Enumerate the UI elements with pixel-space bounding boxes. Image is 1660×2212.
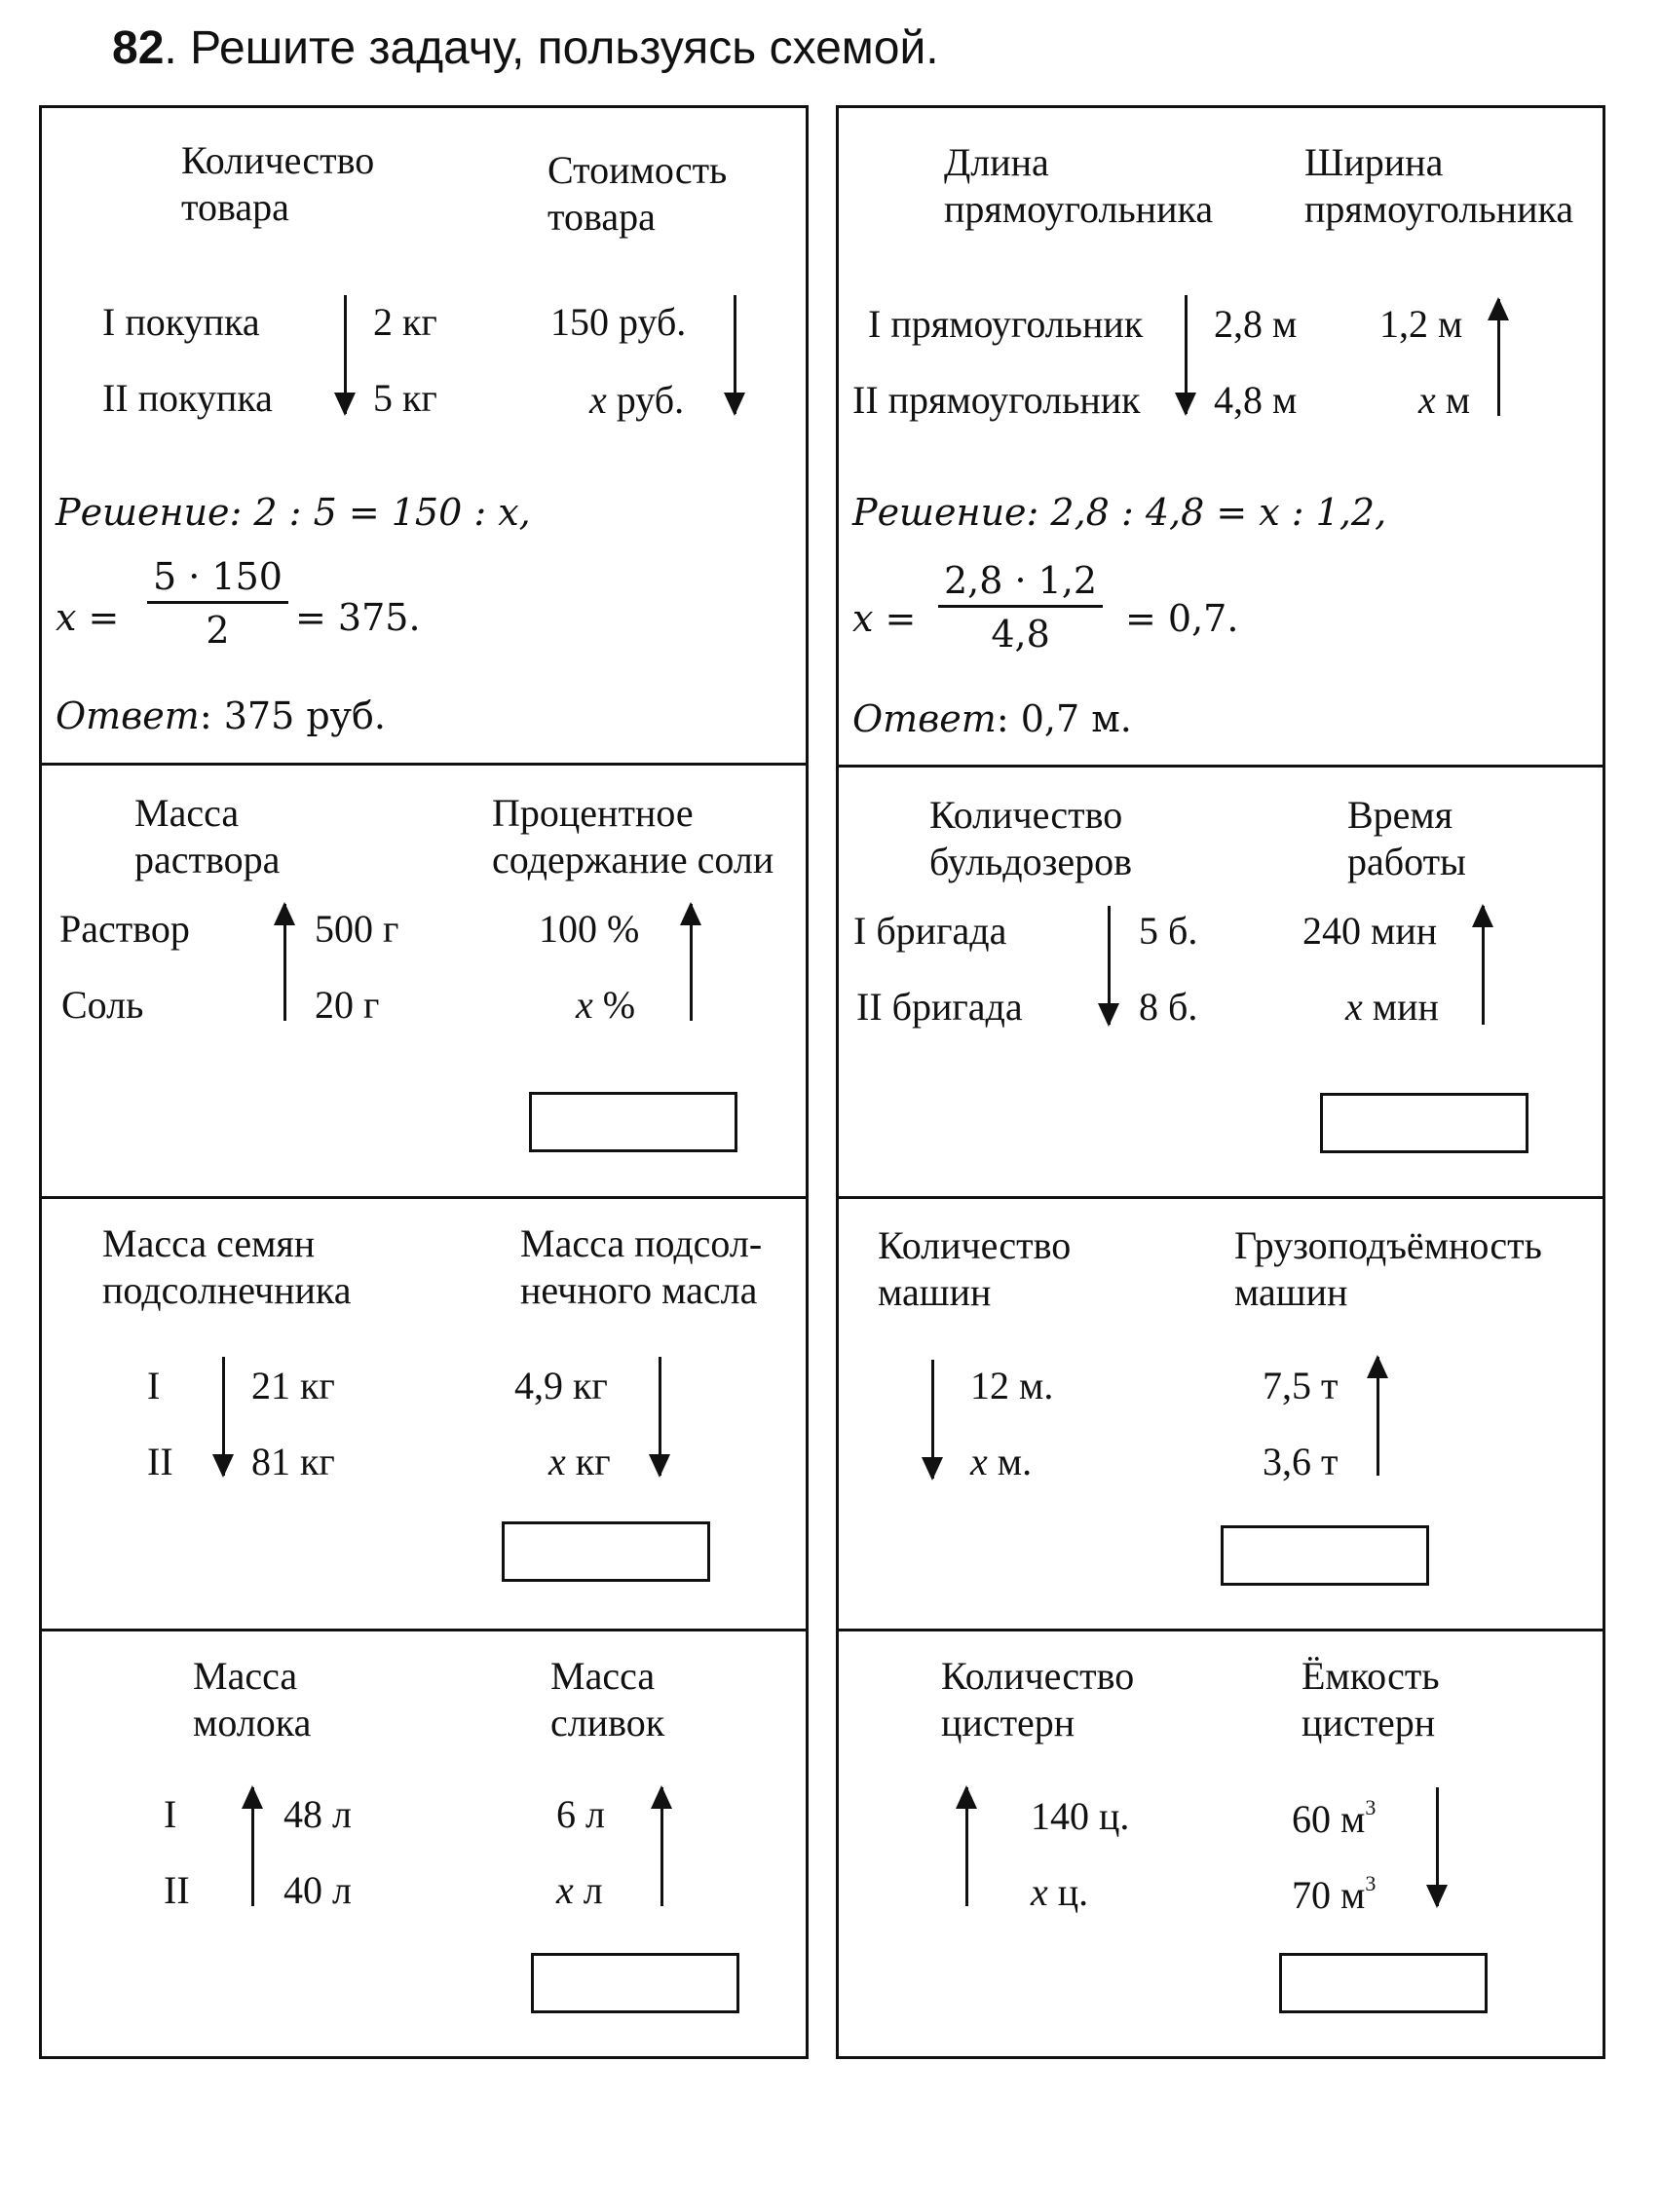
goods-x-equals: x = bbox=[56, 596, 120, 639]
bulldozers-row2-label: II бригада bbox=[856, 985, 1023, 1029]
bulldozers-row1-label: I бригада bbox=[853, 909, 1007, 953]
up-arrow-icon bbox=[1482, 906, 1485, 1025]
answer-box[interactable] bbox=[502, 1521, 710, 1582]
milk-header-cream-mass: Масса сливок bbox=[550, 1654, 665, 1744]
seeds-oil-2: x кг bbox=[548, 1440, 611, 1483]
milk-row2-label: II bbox=[164, 1868, 190, 1912]
bulldozers-header-count: Количество бульдозеров bbox=[929, 793, 1133, 883]
rect-header-length: Длина прямоугольника bbox=[944, 140, 1214, 231]
fraction-numerator: 2,8 · 1,2 bbox=[938, 562, 1103, 608]
variable-x: x bbox=[1345, 985, 1363, 1029]
up-arrow-icon bbox=[660, 1787, 663, 1906]
variable-x: x bbox=[589, 378, 607, 422]
seeds-oil-1: 4,9 кг bbox=[514, 1364, 608, 1407]
down-arrow-icon bbox=[344, 295, 347, 414]
bulldozers-count-2: 8 б. bbox=[1139, 985, 1198, 1029]
rect-row1-label: I прямоугольник bbox=[868, 302, 1144, 346]
bulldozers-time-1: 240 мин bbox=[1302, 909, 1438, 953]
answer-box[interactable] bbox=[531, 1953, 739, 2013]
cars-count-2: x м. bbox=[970, 1440, 1033, 1483]
tanks-header-count: Количество цистерн bbox=[941, 1654, 1135, 1744]
salt-header-mass: Масса раствора bbox=[134, 791, 281, 881]
rect-width-1: 1,2 м bbox=[1379, 302, 1463, 346]
milk-row1-label: I bbox=[164, 1792, 177, 1836]
salt-mass-2: 20 г bbox=[315, 983, 380, 1027]
cars-header-capacity: Грузоподъёмность машин bbox=[1234, 1223, 1542, 1314]
variable-x: x bbox=[1418, 378, 1436, 422]
salt-mass-1: 500 г bbox=[315, 907, 399, 951]
answer-box[interactable] bbox=[529, 1092, 737, 1152]
goods-header-cost: Стоимость товара bbox=[547, 148, 728, 239]
salt-percent-2: x % bbox=[576, 983, 636, 1027]
variable-x: x bbox=[548, 1440, 566, 1483]
seeds-row1-label: I bbox=[147, 1364, 161, 1407]
cars-capacity-1: 7,5 т bbox=[1263, 1364, 1339, 1407]
goods-answer: Ответ: 375 руб. bbox=[56, 694, 386, 737]
rect-answer: Ответ: 0,7 м. bbox=[852, 697, 1132, 740]
fraction-numerator: 5 · 150 bbox=[147, 558, 288, 604]
tanks-cell bbox=[839, 1629, 1603, 2062]
task-title bbox=[112, 21, 939, 75]
milk-cream-1: 6 л bbox=[556, 1792, 605, 1836]
goods-quantity-1: 2 кг bbox=[373, 300, 437, 344]
down-arrow-icon bbox=[931, 1360, 934, 1479]
variable-x: x bbox=[576, 983, 593, 1027]
tanks-capacity-1: 60 $м^3$ bbox=[1292, 1795, 1377, 1841]
down-arrow-icon bbox=[1108, 906, 1111, 1025]
rect-cell bbox=[839, 108, 1603, 765]
task-text: . Решите задачу, пользуясь схемой. bbox=[164, 22, 939, 74]
salt-cell bbox=[42, 763, 806, 1196]
left-column bbox=[39, 105, 809, 2059]
goods-solution: Решение: 2 : 5 = 150 : x, bbox=[56, 491, 531, 534]
down-arrow-icon bbox=[1185, 295, 1188, 414]
up-arrow-icon bbox=[1377, 1357, 1379, 1476]
rect-length-1: 2,8 м bbox=[1214, 302, 1298, 346]
solution-label: Решение bbox=[852, 491, 1027, 534]
goods-row2-label: II покупка bbox=[102, 376, 273, 420]
up-arrow-icon bbox=[251, 1787, 254, 1906]
salt-header-percent: Процентное содержание соли bbox=[492, 791, 774, 881]
variable-x: x bbox=[556, 1868, 574, 1912]
tanks-count-2: x ц. bbox=[1031, 1870, 1089, 1914]
milk-cream-2: x л bbox=[556, 1868, 603, 1912]
variable-x: x bbox=[1031, 1870, 1048, 1914]
bulldozers-header-time: Время работы bbox=[1347, 793, 1466, 883]
goods-cost-2: x руб. bbox=[589, 378, 685, 422]
rect-row2-label: II прямоугольник bbox=[852, 378, 1141, 422]
goods-fraction bbox=[147, 555, 288, 652]
seeds-header-seed-mass: Масса семян подсолнечника bbox=[102, 1221, 352, 1312]
rect-fraction bbox=[938, 559, 1103, 656]
answer-box[interactable] bbox=[1221, 1525, 1429, 1586]
goods-quantity-2: 5 кг bbox=[373, 376, 437, 420]
tanks-header-capacity: Ёмкость цистерн bbox=[1302, 1654, 1440, 1744]
task-number: 82 bbox=[112, 22, 165, 74]
right-column bbox=[836, 105, 1605, 2059]
bulldozers-cell bbox=[839, 765, 1603, 1196]
tanks-capacity-2: 70 $м^3$ bbox=[1292, 1871, 1377, 1917]
down-arrow-icon bbox=[659, 1357, 661, 1476]
seeds-mass-2: 81 кг bbox=[251, 1440, 335, 1483]
answer-box[interactable] bbox=[1279, 1953, 1488, 2013]
bulldozers-count-1: 5 б. bbox=[1139, 909, 1198, 953]
bulldozers-time-2: x мин bbox=[1345, 985, 1439, 1029]
cars-header-count: Количество машин bbox=[878, 1223, 1072, 1314]
cars-capacity-2: 3,6 т bbox=[1263, 1440, 1339, 1483]
goods-header-quantity: Количество товара bbox=[181, 138, 375, 229]
cars-cell bbox=[839, 1196, 1603, 1629]
rect-x-equals: x = bbox=[852, 597, 917, 640]
milk-volume-2: 40 л bbox=[283, 1868, 352, 1912]
down-arrow-icon bbox=[222, 1357, 225, 1476]
milk-header-milk-mass: Масса молока bbox=[193, 1654, 312, 1744]
rect-solution: Решение: 2,8 : 4,8 = x : 1,2, bbox=[852, 491, 1387, 534]
down-arrow-icon bbox=[1436, 1787, 1439, 1906]
salt-row1-label: Раствор bbox=[59, 907, 190, 951]
up-arrow-icon bbox=[283, 904, 286, 1021]
variable-x: x bbox=[970, 1440, 988, 1483]
seeds-row2-label: II bbox=[147, 1440, 173, 1483]
rect-length-2: 4,8 м bbox=[1214, 378, 1298, 422]
exponent: 3 bbox=[1365, 1871, 1377, 1895]
up-arrow-icon bbox=[965, 1787, 968, 1906]
up-arrow-icon bbox=[1497, 299, 1500, 416]
goods-result: = 375. bbox=[295, 596, 421, 639]
tanks-count-1: 140 ц. bbox=[1031, 1794, 1130, 1838]
goods-row1-label: I покупка bbox=[102, 300, 260, 344]
rect-header-width: Ширина прямоугольника bbox=[1304, 140, 1574, 231]
rect-width-2: x м bbox=[1418, 378, 1471, 422]
down-arrow-icon bbox=[734, 295, 736, 414]
answer-label: Ответ bbox=[852, 697, 997, 740]
seeds-header-oil-mass: Масса подсол- нечного масла bbox=[520, 1221, 763, 1312]
goods-cost-1: 150 руб. bbox=[550, 300, 687, 344]
answer-box[interactable] bbox=[1320, 1093, 1528, 1153]
salt-percent-1: 100 % bbox=[539, 907, 640, 951]
goods-cell bbox=[42, 108, 806, 763]
seeds-cell bbox=[42, 1196, 806, 1629]
cars-count-1: 12 м. bbox=[970, 1364, 1054, 1407]
milk-volume-1: 48 л bbox=[283, 1792, 352, 1836]
solution-label: Решение bbox=[56, 491, 230, 534]
answer-label: Ответ bbox=[56, 694, 200, 737]
salt-row2-label: Соль bbox=[61, 983, 144, 1027]
exponent: 3 bbox=[1365, 1795, 1377, 1819]
up-arrow-icon bbox=[690, 904, 693, 1021]
rect-result: = 0,7. bbox=[1125, 597, 1239, 640]
fraction-denominator: 4,8 bbox=[991, 613, 1050, 656]
seeds-mass-1: 21 кг bbox=[251, 1364, 335, 1407]
fraction-denominator: 2 bbox=[206, 609, 230, 652]
milk-cell bbox=[42, 1629, 806, 2062]
